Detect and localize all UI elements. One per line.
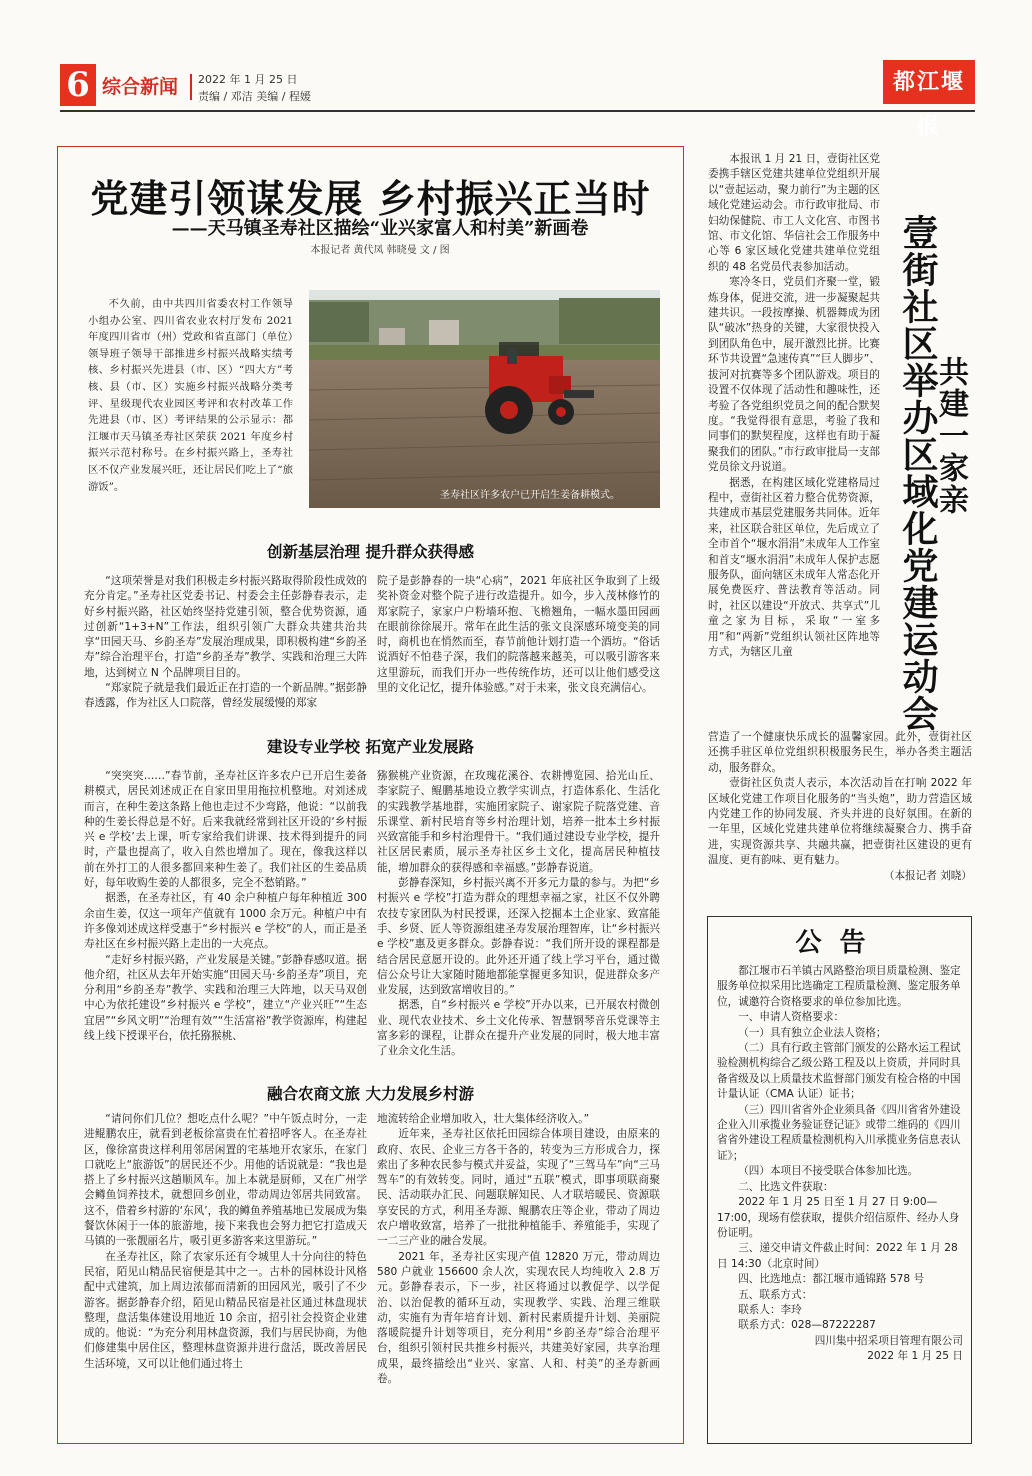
paragraph: 地流转给企业增加收入，壮大集体经济收入。” [377, 1113, 590, 1125]
paragraph: “请问你们几位？想吃点什么呢？”中午饭点时分，一走进鲲鹏农庄，就看到老板徐富贵在忙着招呼客人。在圣寿社区，像徐富贵这样利用邻居闲置的宅基地开农家乐，在家门口就吃上“旅游饭”的居民还不少。用他的话说就是：“我也是搭上了乡村振兴这趟顺风车。加上本就是厨师，又在广州学会鳟鱼饲养技术，就想回乡创业，带动周边邻居共同致富。这不，借着乡村游的‘东风’，我的鳟鱼养殖基地已发展成为集餐饮休闲于一体的旅游地，接下来我也会努力把它打造成天马镇的一张靓丽名片，吸引更多游客来这里游玩。” [84, 1113, 367, 1248]
section1-heading: 创新基层治理 提升群众获得感 [267, 543, 474, 561]
notice-line: 五、联系方式： [738, 1288, 813, 1301]
notice-date: 2022 年 1 月 25 日 [867, 1350, 963, 1363]
article-subtitle: ——天马镇圣寿社区描绘“业兴家富人和村美”新画卷 [171, 218, 589, 239]
notice-line: 都江堰市石羊镇古风路整治项目质量检测、鉴定服务单位拟采用比选确定工程质量检测、鉴定服务单位，诚邀符合资格要求的单位参加比选。 [717, 965, 961, 1008]
photo-caption: 圣寿社区许多农户已开启生姜备耕模式。 [440, 490, 620, 501]
side-article-wide-column [708, 730, 972, 884]
side-article-author: （本报记者 刘晓） [883, 869, 972, 882]
notice-line: 联系人：李玲 [738, 1303, 802, 1316]
notice-line: 二、比选文件获取： [738, 1180, 834, 1193]
section1-left-column [84, 574, 367, 712]
side-article-narrow-column [708, 152, 880, 660]
paragraph: 近年来，圣寿社区依托田园综合体项目建设，由原来的政府、农民、企业三方各干各的，转变为三方形成合力，探索出了多种农民参与模式并妥益，实现了“三驾马车”向“三马驾车”的有效转变。同时，通过“五联”模式，即事项联商聚民、活动联办汇民、问题联解知民、人才联培暖民、资源联享安民的方式，利用圣寿源、鲲鹏农庄等企业，带动了周边农户增收致富，培养了一批批种植能手、养殖能手，实现了一二三产业的融合发展。 [377, 1128, 660, 1248]
paragraph: 据悉，在构建区域化党建格局过程中，壹街社区着力整合优势资源，共建成市基层党建服务共同体。近年来，社区联合驻区单位，先后成立了全市首个“堰水涓涓”未成年人工作室和首支“堰水涓涓”未成年人保护志愿服务队，面向辖区未成年人常态化开展免费医疗、普法教育等活动。同时，社区以建设“开放式、共享式”儿童之家为目标，采取“一室多用”和“两新”党组织认领社区阵地等方式，为辖区儿童 [708, 476, 880, 658]
paragraph: 壹街社区负责人表示，本次活动旨在打响 2022 年区域化党建工作项目化服务的“当头炮”，助力营造区域内党建工作的协同发展、齐头并进的良好氛围。在新的一年里，区域化党建共建单位将继续凝聚合力、携手奋进，实现资源共享、共融共赢，把壹街社区建设的更有温度、更有韵味、更有魅力。 [708, 777, 972, 867]
paragraph: “走好乡村振兴路，产业发展是关键。”彭静春感叹道。据他介绍，社区从去年开始实施“田园天马·乡韵圣寿”项目，充分利用“乡韵圣寿”教学、实践和治理三大阵地，以天马双创中心为依托建设“乡村振兴 e 学校”，建立“产业兴旺”“生态宜居”“乡风文明”“治理有效”“生活富裕”教学资源库，构建起线上线下授课平台，依托猕猴桃、 [84, 953, 367, 1043]
section3-left-column [84, 1112, 367, 1372]
header-rule [60, 110, 975, 112]
article-byline: 本报记者 黄代凤 韩晓曼 文 / 图 [310, 245, 450, 256]
paragraph: “突突突……”春节前，圣寿社区许多农户已开启生姜备耕模式，居民刘述成正在自家田里用拖拉机整地。对刘述成而言，在种生姜这条路上他也走过不少弯路，他说：“以前我种的生姜长得总是不好。后来我就经常到社区开设的‘乡村振兴 e 学校’去上课，听专家给我们讲课、技术得到提升的同时，产量也提高了，收入自然也增加了。现在，像我这样以前在外打工的人很多都回来种生姜了。我们社区的生姜品质好，每年收购生姜的人都很多，完全不愁销路。” [84, 770, 367, 890]
section3-right-column [377, 1112, 660, 1387]
paragraph: 彭静春深知，乡村振兴离不开多元力量的参与。为把“乡村振兴 e 学校”打造为群众的理想幸福之家，社区不仅外聘农技专家团队为村民授课，还深入挖掘本土企业家、致富能手、乡贤、匠人等资源组建圣寿发展治理智库，让“乡村振兴 e 学校”惠及更多群众。彭静春说：“我们所开设的课程都是结合居民意愿开设的。此外还开通了线上学习平台，通过微信公众号让大家随时随地都能掌握更多知识，促进群众多产业发展，达到致富增收目的。” [377, 877, 660, 997]
notice-body [717, 964, 963, 1365]
notice-line: （四）本项目不接受联合体参加比选。 [738, 1165, 919, 1178]
paragraph: 据悉，在圣寿社区，有 40 余户种植户每年种植近 300 余亩生姜，仅这一项年产值就有 1000 余万元。种植户中有许多像刘述成这样受惠于“乡村振兴 e 学校”的人，而正是圣寿社区在乡村振兴路上走出的一大亮点。 [84, 892, 367, 951]
notice-line: 2022 年 1 月 25 日至 1 月 27 日 9:00—17:00，现场有偿获取，提供介绍信原件、经办人身份证明。 [717, 1196, 960, 1239]
page-number: 6 [60, 64, 96, 106]
notice-line: （二）具有行政主管部门颁发的公路水运工程试验检测机构综合乙级公路工程及以上资质，并同时具备省级及以上质量技术监督部门颁发有检合格的中国计量认证（CMA 认证）证书； [717, 1042, 961, 1101]
section2-right-column [377, 769, 660, 1060]
newspaper-logo: 都江堰报 [883, 60, 975, 104]
side-article-subtitle: 共建一家亲 [933, 356, 968, 516]
paragraph: 据悉，自“乡村振兴 e 学校”开办以来，已开展农村微创业、现代农业技术、乡土文化传承、智慧钢琴音乐党课等主富多彩的课程，让群众在提升产业发展的同时，极大地丰富了业余文化生活。 [377, 999, 660, 1058]
editors: 责编 / 邓洁 美编 / 程媛 [198, 90, 311, 103]
notice-title: 公告 [795, 928, 884, 958]
paragraph: 营造了一个健康快乐成长的温馨家园。此外，壹街社区还携手驻区单位党组织积极服务民生，举办各类主题活动，服务群众。 [708, 731, 972, 774]
paragraph: 2021 年，圣寿社区实现产值 12820 万元，带动周边 580 户就业 156600 余人次，实现农民人均纯收入 2.8 万元。彭静春表示，下一步，社区将通过以教促学、以学促治、以治促教的循环互动，实现教学、实践、治理三维联动，实施有为青年培育计划、新村民素质提升计划、美丽院落暖院提升计划等项目，充分利用“乡韵圣寿”综合治理平台，组织引领村民共推乡村振兴，共建美好家园，共享治理成果，最终描绘出“业兴、家富、人和、村美”的圣寿新画卷。 [377, 1250, 660, 1386]
tractor-field-image [309, 290, 660, 508]
issue-date: 2022 年 1 月 25 日 [198, 73, 298, 86]
paragraph: 寒冷冬日，党员们齐聚一堂，锻炼身体，促进交流，进一步凝聚起共建共识。一段按摩操、机器舞成为团队“破冰”热身的关键，大家很快投入到团队角色中，展开激烈比拼。比赛环节共设置“急速传真”“巨人脚步”、拔河对抗赛等多个团队游戏。项目的设置不仅体现了活动性和趣味性，还考验了各党组织党员之间的配合默契度。“我觉得很有意思，考验了我和同事们的默契程度，这样也有助于凝聚我们的团队。”市行政审批局一支部党员徐文丹说道。 [708, 276, 880, 474]
article-intro: 不久前，由中共四川省委农村工作领导小组办公室、四川省农业农村厅发布 2021 年度四川省市（州）党政和省直部门（单位）领导班子领导干部推进乡村振兴战略实绩考核、乡村振兴先进县（市、区）“四大方”考核、县（市、区）实施乡村振兴战略分类考评、星级现代农业园区考评和农村改革工作先进县（市、区）考评结果的公示显示：都江堰市天马镇圣寿社区荣获 2021 年度乡村振兴示范村称号。在乡村振兴路上，圣寿社区不仅产业发展兴旺，还让居民们吃上了“旅游饭”。 [88, 298, 293, 493]
paragraph: 在圣寿社区，除了农家乐还有令城里人十分向往的特色民宿，陌见山精品民宿便是其中之一。古朴的园林设计风格配中式建筑，加上周边浓郁而清新的田园风光，吸引了不少游客。据彭静春介绍，陌见山精品民宿是社区通过林盘现状整理，盘活集体建设用地近 10 余亩，招引社会投资企业建成的。他说：“为充分利用林盘资源，我们与居民协商，为他们修建集中居住区，整理林盘资源并进行盘活，既改善居民生活环境，又可以让他们通过将土 [84, 1250, 367, 1370]
farm-tractor-photo [309, 290, 660, 508]
notice-line: （一）具有独立企业法人资格； [738, 1026, 887, 1039]
section2-left-column [84, 769, 367, 1044]
paragraph: 猕猴桃产业资源，在玫瑰花溪谷、农耕博览园、拾光山丘、李家院子、鲲鹏基地设立教学实训点，打造体系化、生活化的实践教学基地群，实施团家院子、谢家院子院落党建、音乐课堂、新村民培育等乡村治理计划，培养一批本土乡村振兴致富能手和乡村治理骨干。“我们通过建设专业学校，提升社区居民素质，展示圣寿社区乡土文化，提高居民种植技能，增加群众的获得感和幸福感。”彭静春说道。 [377, 770, 660, 874]
notice-signature: 四川集中招采项目管理有限公司 [814, 1334, 963, 1347]
notice-line: （三）四川省省外企业须具备《四川省省外建设企业入川承揽业务验证登记证》或带二维码的《四川省省外建设工程质量检测机构入川承揽业务信息表认证》； [717, 1103, 961, 1162]
side-article-title: 壹街社区举办区域化党建运动会 [897, 214, 939, 732]
paragraph: “郑家院子就是我们最近正在打造的一个新品牌。”据彭静春透露，作为社区人口院落，曾经发展缓慢的郑家 [84, 682, 367, 710]
section2-heading: 建设专业学校 拓宽产业发展路 [267, 738, 474, 756]
notice-line: 联系方式：028—87222287 [738, 1319, 876, 1332]
notice-line: 三、递交申请文件截止时间：2022 年 1 月 28 日 14:30（北京时间） [717, 1242, 958, 1270]
article-title: 党建引领谋发展 乡村振兴正当时 [90, 176, 651, 221]
section3-heading: 融合农商文旅 大力发展乡村游 [267, 1085, 474, 1103]
paragraph: “这项荣誉是对我们积极走乡村振兴路取得阶段性成效的充分肯定。”圣寿社区党委书记、村委会主任彭静春表示，走好乡村振兴路，社区始终坚持党建引领，整合优势资源，通过创新“1+3+N”工作法，组织引领广大群众共建共治共享“田园天马、乡韵圣寿”发展治理成果，即积极构建“乡韵圣寿”综合治理平台，打造“乡韵圣寿”教学、实践和治理三大阵地，达到树立 N 个品牌项目目的。 [84, 575, 367, 679]
notice-line: 四、比选地点：都江堰市通锦路 578 号 [738, 1273, 925, 1286]
section-name: 综合新闻 [102, 76, 179, 98]
header-divider [190, 74, 192, 100]
notice-line: 一、申请人资格要求： [738, 1011, 845, 1024]
section1-right-column [377, 574, 660, 696]
paragraph: 院子是彭静春的一块“心病”，2021 年底社区争取到了上级奖补资金对整个院子进行改造提升。如今，步入茂林修竹的郑家院子，家家户户粉墙环抱、飞檐翘角，一幅水墨田园画在眼前徐徐展开。常年在此生活的张文良深感环境变美的同时，商机也在悄然而至，春节前他计划打造一个酒坊。“俗话说酒好不怕巷子深，我们的院落越来越美，可以吸引游客来这里游玩，而我们开办一些传统作坊，还可以让他们感受这里的文化记忆，提升体验感。”对于未来，张文良充满信心。 [377, 575, 660, 695]
paragraph: 本报讯 1 月 21 日，壹街社区党委携手辖区党建共建单位党组织开展以“壹起运动，聚力前行”为主题的区域化党建运动会。市行政审批局、市妇幼保健院、市工人文化宫、市图书馆、市文化馆、华信社会工作服务中心等 6 家区域化党建共建单位党组织的 48 名党员代表参加活动。 [708, 153, 880, 273]
